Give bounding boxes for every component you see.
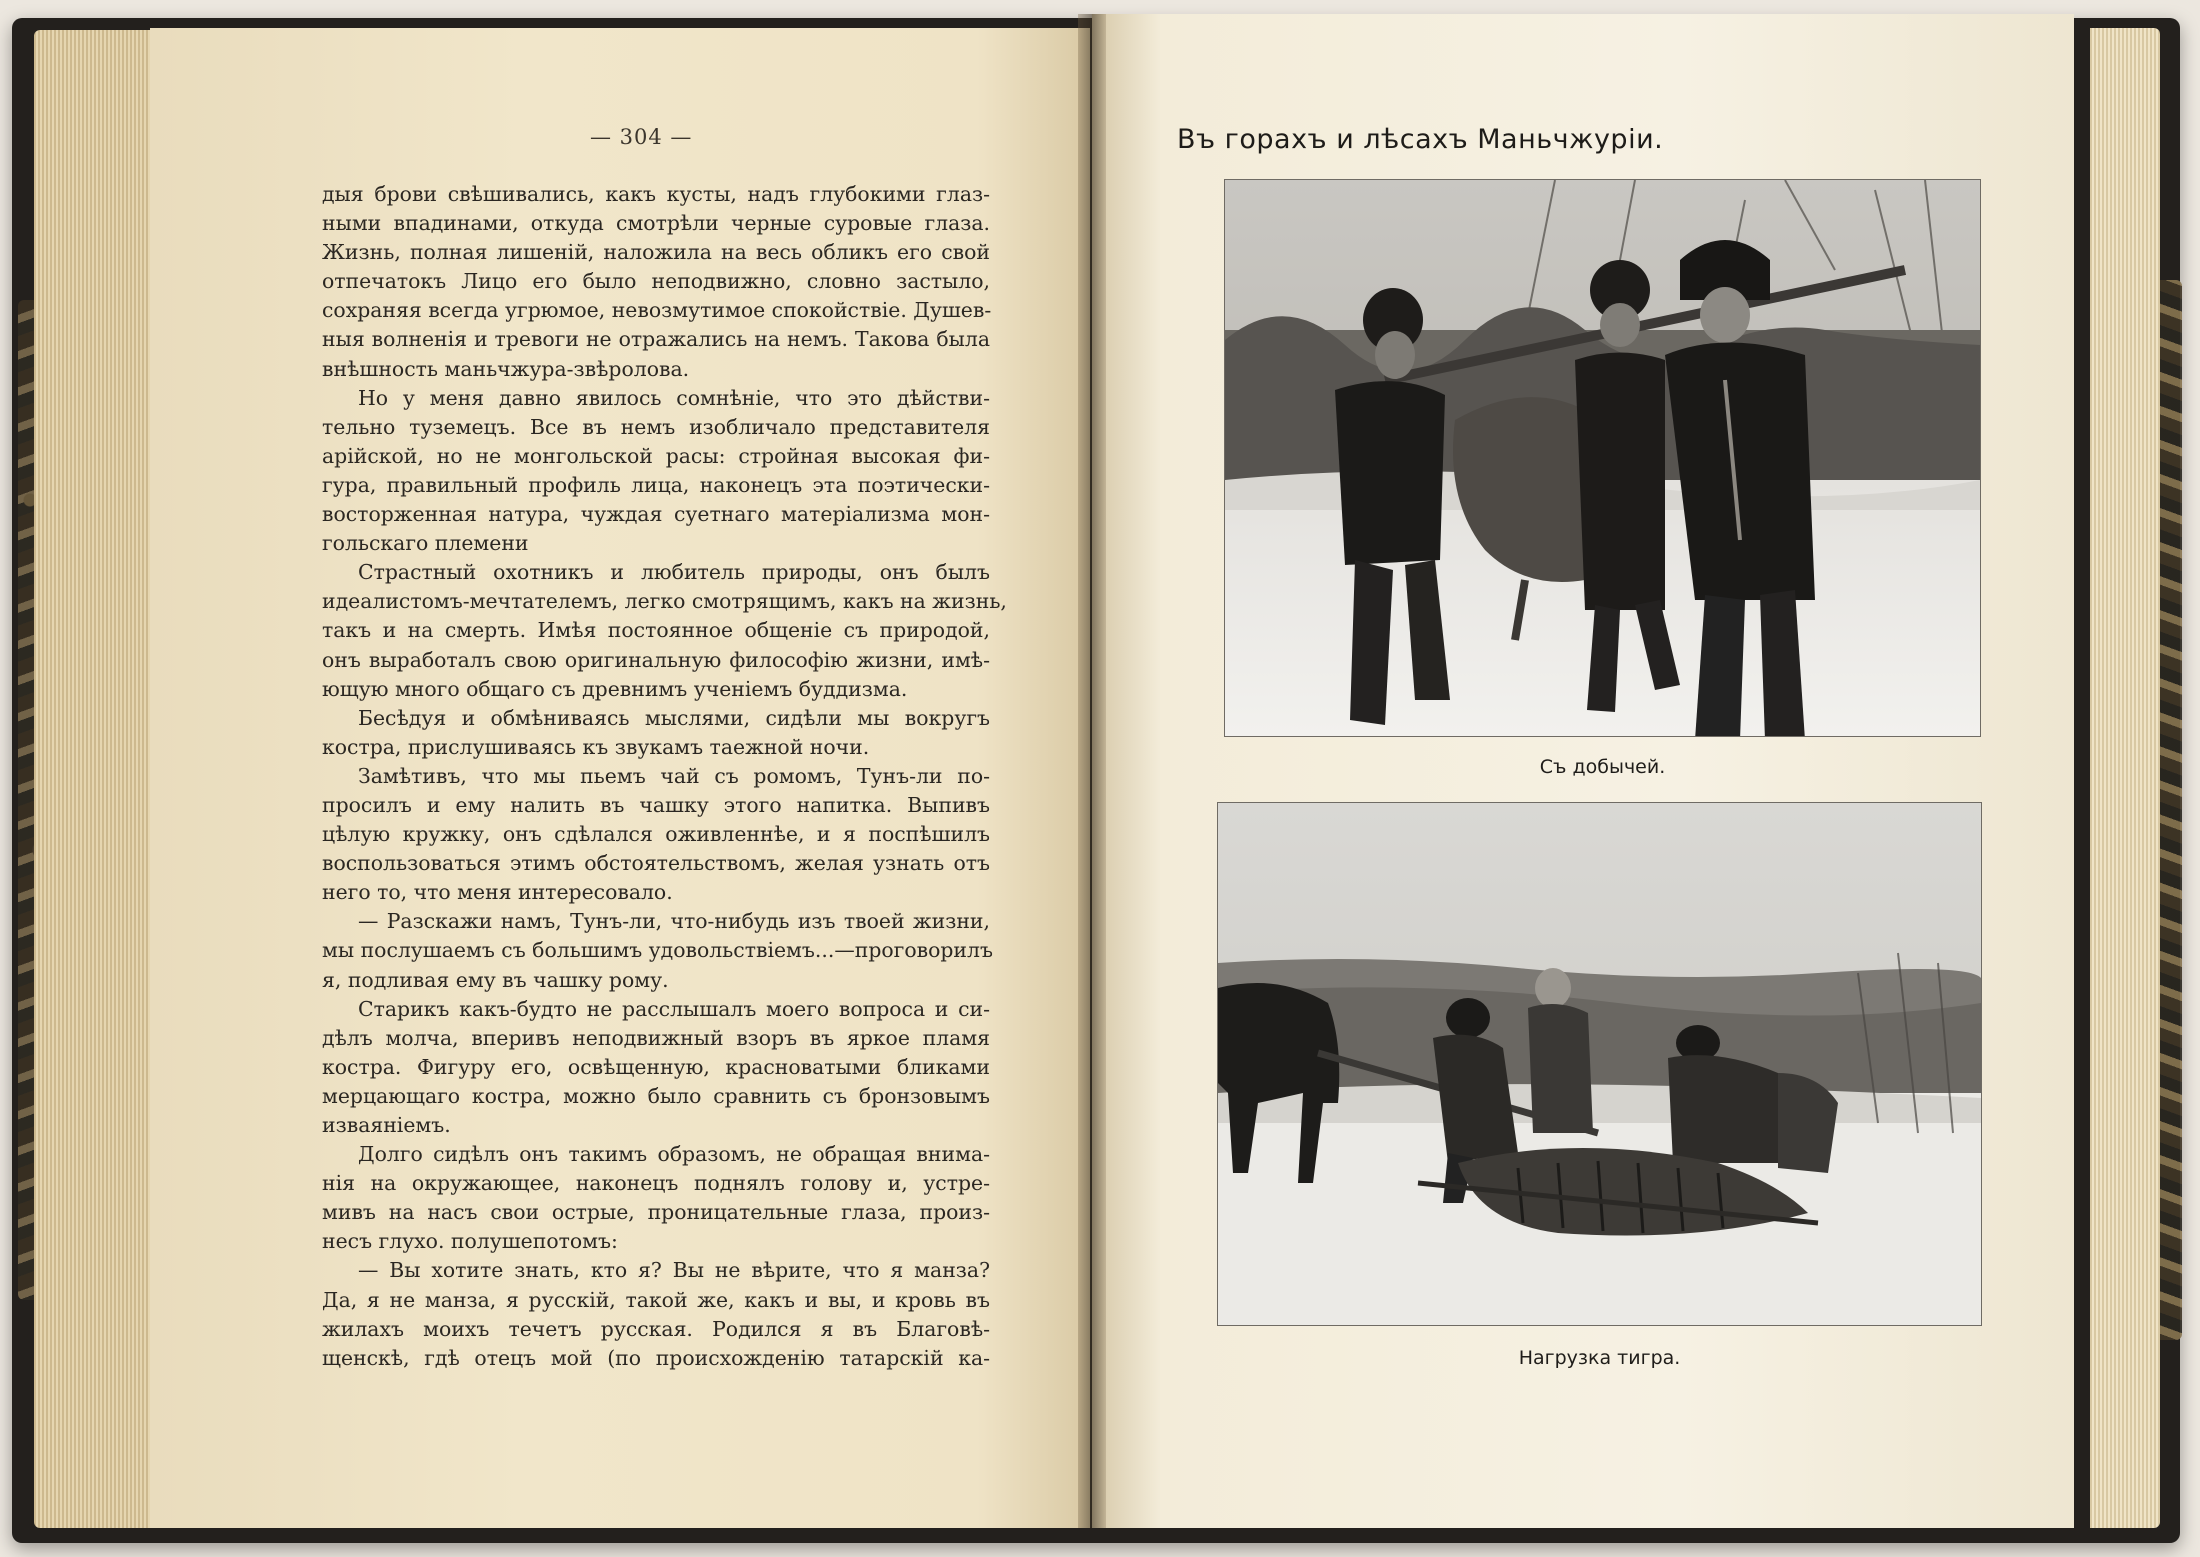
text-line: жилахъ моихъ течетъ русская. Родился я въ Благовѣ- — [322, 1316, 990, 1341]
photo-hunters-illustration — [1225, 180, 1980, 736]
text-line: — Разскажи намъ, Тунъ-ли, что-нибудь изъ твоей жизни, — [358, 909, 990, 934]
book-gutter — [1078, 14, 1106, 1528]
text-line: Но у меня давно явилось сомнѣніе, что это дѣйстви- — [358, 385, 990, 410]
text-line: Бесѣдуя и обмѣниваясь мыслями, сидѣли мы вокругъ — [358, 705, 990, 730]
text-line: Да, я не манза, я русскій, такой же, какъ и вы, и кровь въ — [322, 1287, 990, 1312]
text-line: дѣлъ молча, вперивъ неподвижный взоръ въ яркое пламя — [322, 1025, 990, 1050]
text-line: внѣшность маньчжура-звѣролова. — [322, 356, 690, 381]
photo-tiger-illustration — [1218, 803, 1981, 1325]
page-block-edge-right — [2090, 28, 2160, 1528]
text-line: костра. Фигуру его, освѣщенную, красноватыми бликами — [322, 1054, 990, 1079]
text-line: арійской, но не монгольской расы: стройная высокая фи- — [322, 443, 990, 468]
text-line: щенскѣ, гдѣ отецъ мой (по происхожденію татарскій ка- — [322, 1345, 990, 1370]
text-line: я, подливая ему въ чашку рому. — [322, 967, 669, 992]
text-line: Замѣтивъ, что мы пьемъ чай съ ромомъ, Тунъ-ли по- — [358, 763, 990, 788]
page-block-edge-left — [34, 30, 152, 1528]
text-line: тельно туземецъ. Все въ немъ изобличало представителя — [322, 414, 990, 439]
text-line: Жизнь, полная лишеній, наложила на весь обликъ его свой — [322, 240, 990, 265]
text-line: восторженная натура, чуждая суетнаго матеріализма мон- — [322, 502, 990, 527]
text-line: Страстный охотникъ и любитель природы, онъ былъ — [358, 560, 990, 585]
text-line: него то, что меня интересовало. — [322, 880, 673, 905]
text-line: отпечатокъ Лицо его было неподвижно, словно застыло, — [322, 269, 990, 294]
text-line: просилъ и ему налить въ чашку этого напитка. Выпивъ — [322, 792, 990, 817]
body-text — [322, 180, 1007, 1373]
text-line: гольскаго племени — [322, 531, 529, 556]
text-line: ющую много общаго съ древнимъ ученіемъ буддизма. — [322, 676, 908, 701]
photo-top-caption: Съ добычей. — [1539, 756, 1666, 778]
text-line: — Вы хотите знать, кто я? Вы не вѣрите, что я манза? — [358, 1258, 990, 1283]
text-line: онъ выработалъ свою оригинальную философію жизни, имѣ- — [322, 647, 990, 672]
text-line: идеалистомъ-мечтателемъ, легко смотрящимъ, какъ на жизнь, — [322, 589, 1007, 614]
text-line: сохраняя всегда угрюмое, невозмутимое спокойствіе. Душев- — [322, 298, 992, 323]
text-line: такъ и на смерть. Имѣя постоянное общеніе съ природой, — [322, 618, 990, 643]
text-line: мивъ на насъ свои острые, проницательные глаза, произ- — [322, 1200, 990, 1225]
text-line: Долго сидѣлъ онъ такимъ образомъ, не обращая внима- — [358, 1142, 990, 1167]
text-line: изваяніемъ. — [322, 1113, 451, 1137]
text-line: ными впадинами, откуда смотрѣли черные суровые глаза. — [322, 211, 990, 236]
text-line: дыя брови свѣшивались, какъ кусты, надъ глубокими глаз- — [322, 182, 990, 206]
page-number: — 304 — — [590, 125, 693, 149]
text-line: цѣлую кружку, онъ сдѣлался оживленнѣе, и я поспѣшилъ — [322, 822, 990, 847]
text-line: костра, прислушиваясь къ звукамъ таежной ночи. — [322, 734, 870, 759]
text-line: Старикъ какъ-будто не расслышалъ моего вопроса и си- — [358, 996, 990, 1021]
text-line: воспользоваться этимъ обстоятельствомъ, желая узнать отъ — [322, 851, 990, 876]
text-line: мы послушаемъ съ большимъ удовольствіемъ...—проговорилъ — [322, 938, 993, 963]
text-line: несъ глухо. полушепотомъ: — [322, 1229, 618, 1254]
running-head: Въ горахъ и лѣсахъ Маньчжуріи. — [1177, 124, 1664, 155]
text-line: мерцающаго костра, можно было сравнить съ бронзовымъ — [322, 1083, 990, 1108]
text-line: ныя волненія и тревоги не отражались на немъ. Такова была — [322, 327, 990, 352]
photo-loading-tiger — [1218, 803, 1981, 1325]
text-line: гура, правильный профиль лица, наконецъ эта поэтически- — [322, 472, 990, 497]
photo-hunters-with-game — [1225, 180, 1980, 736]
photo-bottom-caption: Нагрузка тигра. — [1518, 1347, 1681, 1369]
text-line: нія на окружающее, наконецъ поднялъ голову и, устре- — [322, 1171, 990, 1196]
